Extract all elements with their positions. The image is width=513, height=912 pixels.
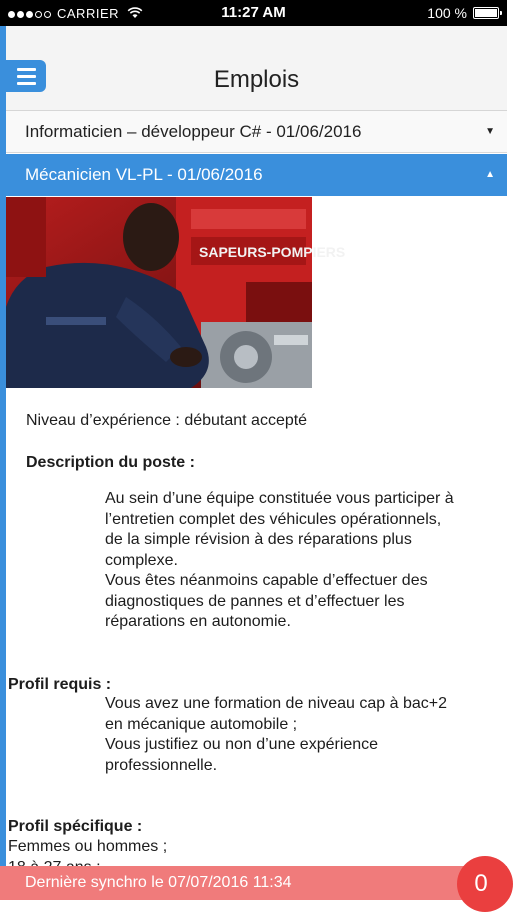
description-line: de la simple révision à des réparations plus	[105, 531, 412, 548]
experience-level: Niveau d’expérience : débutant accepté	[26, 412, 308, 429]
profile-line: professionnelle.	[105, 756, 218, 774]
accordion-item-label: Informaticien – développeur C# - 01/06/2016	[25, 122, 362, 141]
profile-heading: Profil requis :	[8, 676, 112, 693]
specific-line: Femmes ou hommes ;	[8, 838, 168, 855]
description-body	[105, 489, 500, 633]
sync-status-bar[interactable]	[0, 866, 507, 900]
pending-count-badge[interactable]: 0	[457, 856, 513, 912]
description-line: diagnostiques de pannes et d’effectuer les	[105, 592, 405, 610]
specific-profile-heading: Profil spécifique :	[8, 818, 143, 835]
accordion-item-mecanicien[interactable]	[6, 154, 507, 196]
description-line: Au sein d’une équipe constituée vous participer à	[105, 490, 454, 507]
profile-line: Vous avez une formation de niveau cap à bac+2	[105, 695, 448, 712]
page-title: Emplois	[213, 66, 300, 93]
status-bar	[0, 0, 507, 26]
description-line: l’entretien complet des véhicules opérationnels,	[105, 510, 442, 528]
profile-line: en mécanique automobile ;	[105, 715, 298, 733]
description-heading: Description du poste :	[26, 454, 195, 471]
accordion-item-informaticien[interactable]	[6, 111, 507, 153]
description-line: Vous êtes néanmoins capable d’effectuer des	[105, 572, 428, 589]
carrier-label: CARRIER	[57, 5, 120, 21]
battery-label: 100 %	[427, 5, 467, 21]
battery-icon	[473, 7, 499, 19]
app-header	[6, 26, 507, 111]
sync-status-text: Dernière synchro le 07/07/2016 11:34	[25, 874, 292, 891]
description-line: complexe.	[105, 551, 178, 569]
clock: 11:27 AM	[221, 4, 286, 21]
caret-down-icon: ▼	[485, 126, 495, 137]
caret-up-icon: ▲	[485, 169, 495, 180]
profile-line: Vous justifiez ou non d’une expérience	[105, 736, 379, 753]
truck-lettering: SAPEURS-POMPIERS	[199, 244, 346, 260]
description-line: réparations en autonomie.	[105, 613, 291, 630]
accordion-item-label: Mécanicien VL-PL - 01/06/2016	[25, 165, 263, 184]
job-photo	[6, 197, 346, 388]
profile-body	[105, 694, 500, 776]
